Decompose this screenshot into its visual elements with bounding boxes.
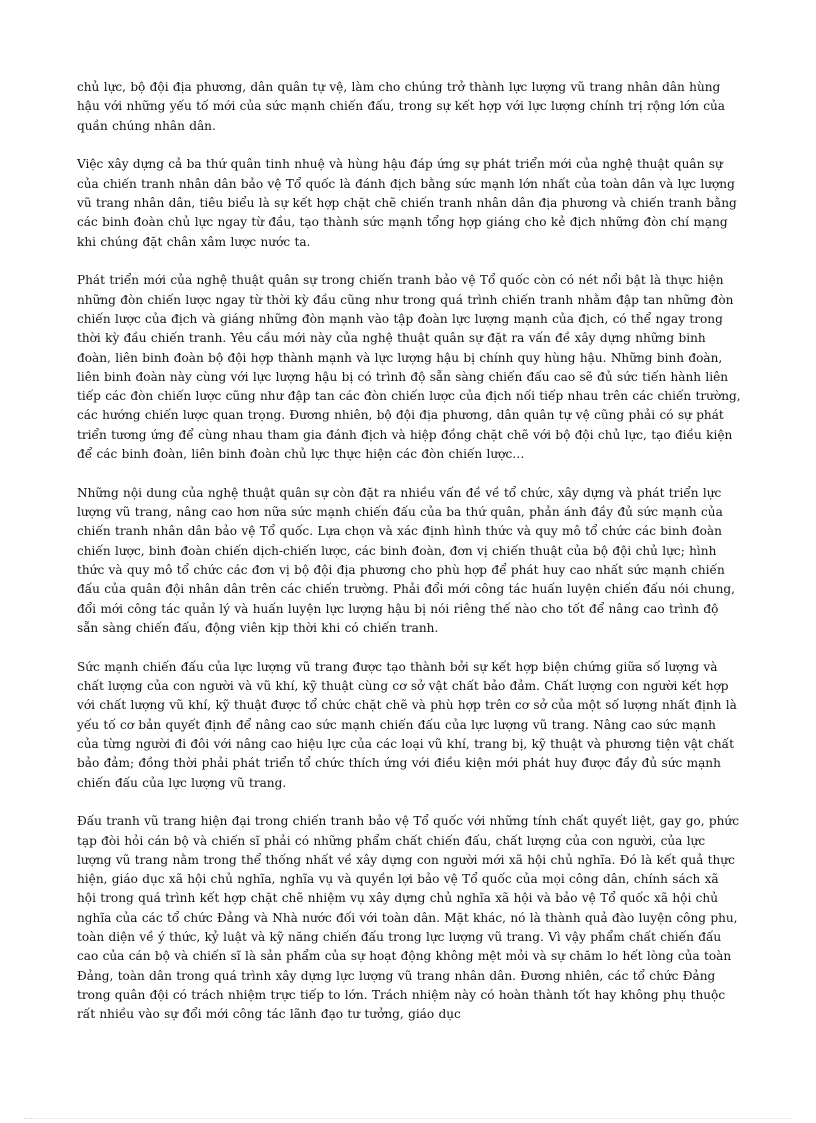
paragraph-3: Phát triển mới của nghệ thuật quân sự trong chiến tranh bảo vệ Tổ quốc còn có nét nổi bật là thực hiện những đòn chiến lược ngay từ thời kỳ đầu cũng như trong quá trình chiến tranh nhằm đập tan những đòn chiến lược của địch và giáng những đòn mạnh vào tập đoàn lực lượng mạnh của địch, có thể ngay trong thời kỳ đầu chiến tranh. Yêu cầu mới này của nghệ thuật quân sự đặt ra vấn đề xây dựng những binh đoàn, liên binh đoàn bộ đội hợp thành mạnh và lực lượng hậu bị chính quy hùng hậu. Những binh đoàn, liên binh đoàn này cùng với lực lượng hậu bị có trình độ sẵn sàng chiến đấu cao sẽ đủ sức tiến hành liên tiếp các đòn chiến lược cũng như đập tan các đòn chiến lược của địch nối tiếp nhau trên các chiến trường, các hướng chiến lược quan trọng. Đương nhiên, bộ đội địa phương, dân quân tự vệ cũng phải có sự phát triển tương ứng để cùng nhau tham gia đánh địch và hiệp đồng chặt chẽ với bộ đội chủ lực, tạo điều kiện để các binh đoàn, liên binh đoàn chủ lực thực hiện các đòn chiến lược… <box>77 273 741 462</box>
paragraph-5: Sức mạnh chiến đấu của lực lượng vũ trang được tạo thành bởi sự kết hợp biện chứng giữa số lượng và chất lượng của con người và vũ khí, kỹ thuật cùng cơ sở vật chất bảo đảm. Chất lượng con người kết hợp với chất lượng vũ khí, kỹ thuật được tổ chức chặt chẽ và phù hợp trên cơ sở của một số lượng nhất định là yếu tố cơ bản quyết định để nâng cao sức mạnh chiến đấu của lực lượng vũ trang. Nâng cao sức mạnh của từng người đi đôi với nâng cao hiệu lực của các loại vũ khí, trang bị, kỹ thuật và phương tiện vật chất bảo đảm; đồng thời phải phát triển tổ chức thích ứng với điều kiện mới phát huy được đầy đủ sức mạnh chiến đấu của lực lượng vũ trang. <box>77 659 737 790</box>
page-bottom-divider <box>24 1118 792 1119</box>
paragraph-1: chủ lực, bộ đội địa phương, dân quân tự vệ, làm cho chúng trở thành lực lượng vũ trang nhân dân hùng hậu với những yếu tố mới của sức mạnh chiến đấu, trong sự kết hợp với lực lượng chính trị rộng lớn của quần chúng nhân dân. <box>77 80 726 133</box>
paragraph-6: Đấu tranh vũ trang hiện đại trong chiến tranh bảo vệ Tổ quốc với những tính chất quyết liệt, gay go, phức tạp đòi hỏi cán bộ và chiến sĩ phải có những phẩm chất chiến đấu, chất lượng của con người, của lực lượng vũ trang nằm trong thể thống nhất về xây dựng con người mới xã hội chủ nghĩa. Đó là kết quả thực hiện, giáo dục xã hội chủ nghĩa, nghĩa vụ và quyền lợi bảo vệ Tổ quốc của mọi công dân, chính sách xã hội trong quá trình kết hợp chặt chẽ nhiệm vụ xây dựng chủ nghĩa xã hội và bảo vệ Tổ quốc xã hội chủ nghĩa của các tổ chức Đảng và Nhà nước đối với toàn dân. Mặt khác, nó là thành quả đào luyện công phu, toàn diện về ý thức, kỷ luật và kỹ năng chiến đấu trong lực lượng vũ trang. Vì vậy phẩm chất chiến đấu cao của cán bộ và chiến sĩ là sản phẩm của sự hoạt động không mệt mỏi và sự chăm lo hết lòng của toàn Đảng, toàn dân trong quá trình xây dựng lực lượng vũ trang nhân dân. Đương nhiên, các tổ chức Đảng trong quân đội có trách nhiệm trực tiếp to lớn. Trách nhiệm này có hoàn thành tốt hay không phụ thuộc rất nhiều vào sự đổi mới công tác lãnh đạo tư tưởng, giáo dục <box>77 814 739 1022</box>
paragraph-4: Những nội dung của nghệ thuật quân sự còn đặt ra nhiều vấn đề về tổ chức, xây dựng và phát triển lực lượng vũ trang, nâng cao hơn nữa sức mạnh chiến đấu của ba thứ quân, phản ánh đầy đủ sức mạnh của chiến tranh nhân dân bảo vệ Tổ quốc. Lựa chọn và xác định hình thức và quy mô tổ chức các binh đoàn chiến lược, binh đoàn chiến dịch-chiến lược, các binh đoàn, đơn vị chiến thuật của bộ đội chủ lực; hình thức và quy mô tổ chức các đơn vị bộ đội địa phương cho phù hợp để phát huy cao nhất sức mạnh chiến đấu của quân đội nhân dân trên các chiến trường. Phải đổi mới công tác huấn luyện chiến đấu nói chung, đổi mới công tác quản lý và huấn luyện lực lượng hậu bị nói riêng thế nào cho tốt để nâng cao trình độ sẵn sàng chiến đấu, động viên kịp thời khi có chiến tranh. <box>77 485 735 635</box>
document-body <box>77 78 741 1044</box>
paragraph-2: Việc xây dựng cả ba thứ quân tinh nhuệ và hùng hậu đáp ứng sự phát triển mới của nghệ thuật quân sự của chiến tranh nhân dân bảo vệ Tổ quốc là đánh địch bằng sức mạnh lớn nhất của toàn dân và lực lượng vũ trang nhân dân, tiêu biểu là sự kết hợp chặt chẽ chiến tranh nhân dân địa phương và chiến tranh bằng các binh đoàn chủ lực ngay từ đầu, tạo thành sức mạnh tổng hợp giáng cho kẻ địch những đòn chí mạng khi chúng đặt chân xâm lược nước ta. <box>77 157 737 249</box>
